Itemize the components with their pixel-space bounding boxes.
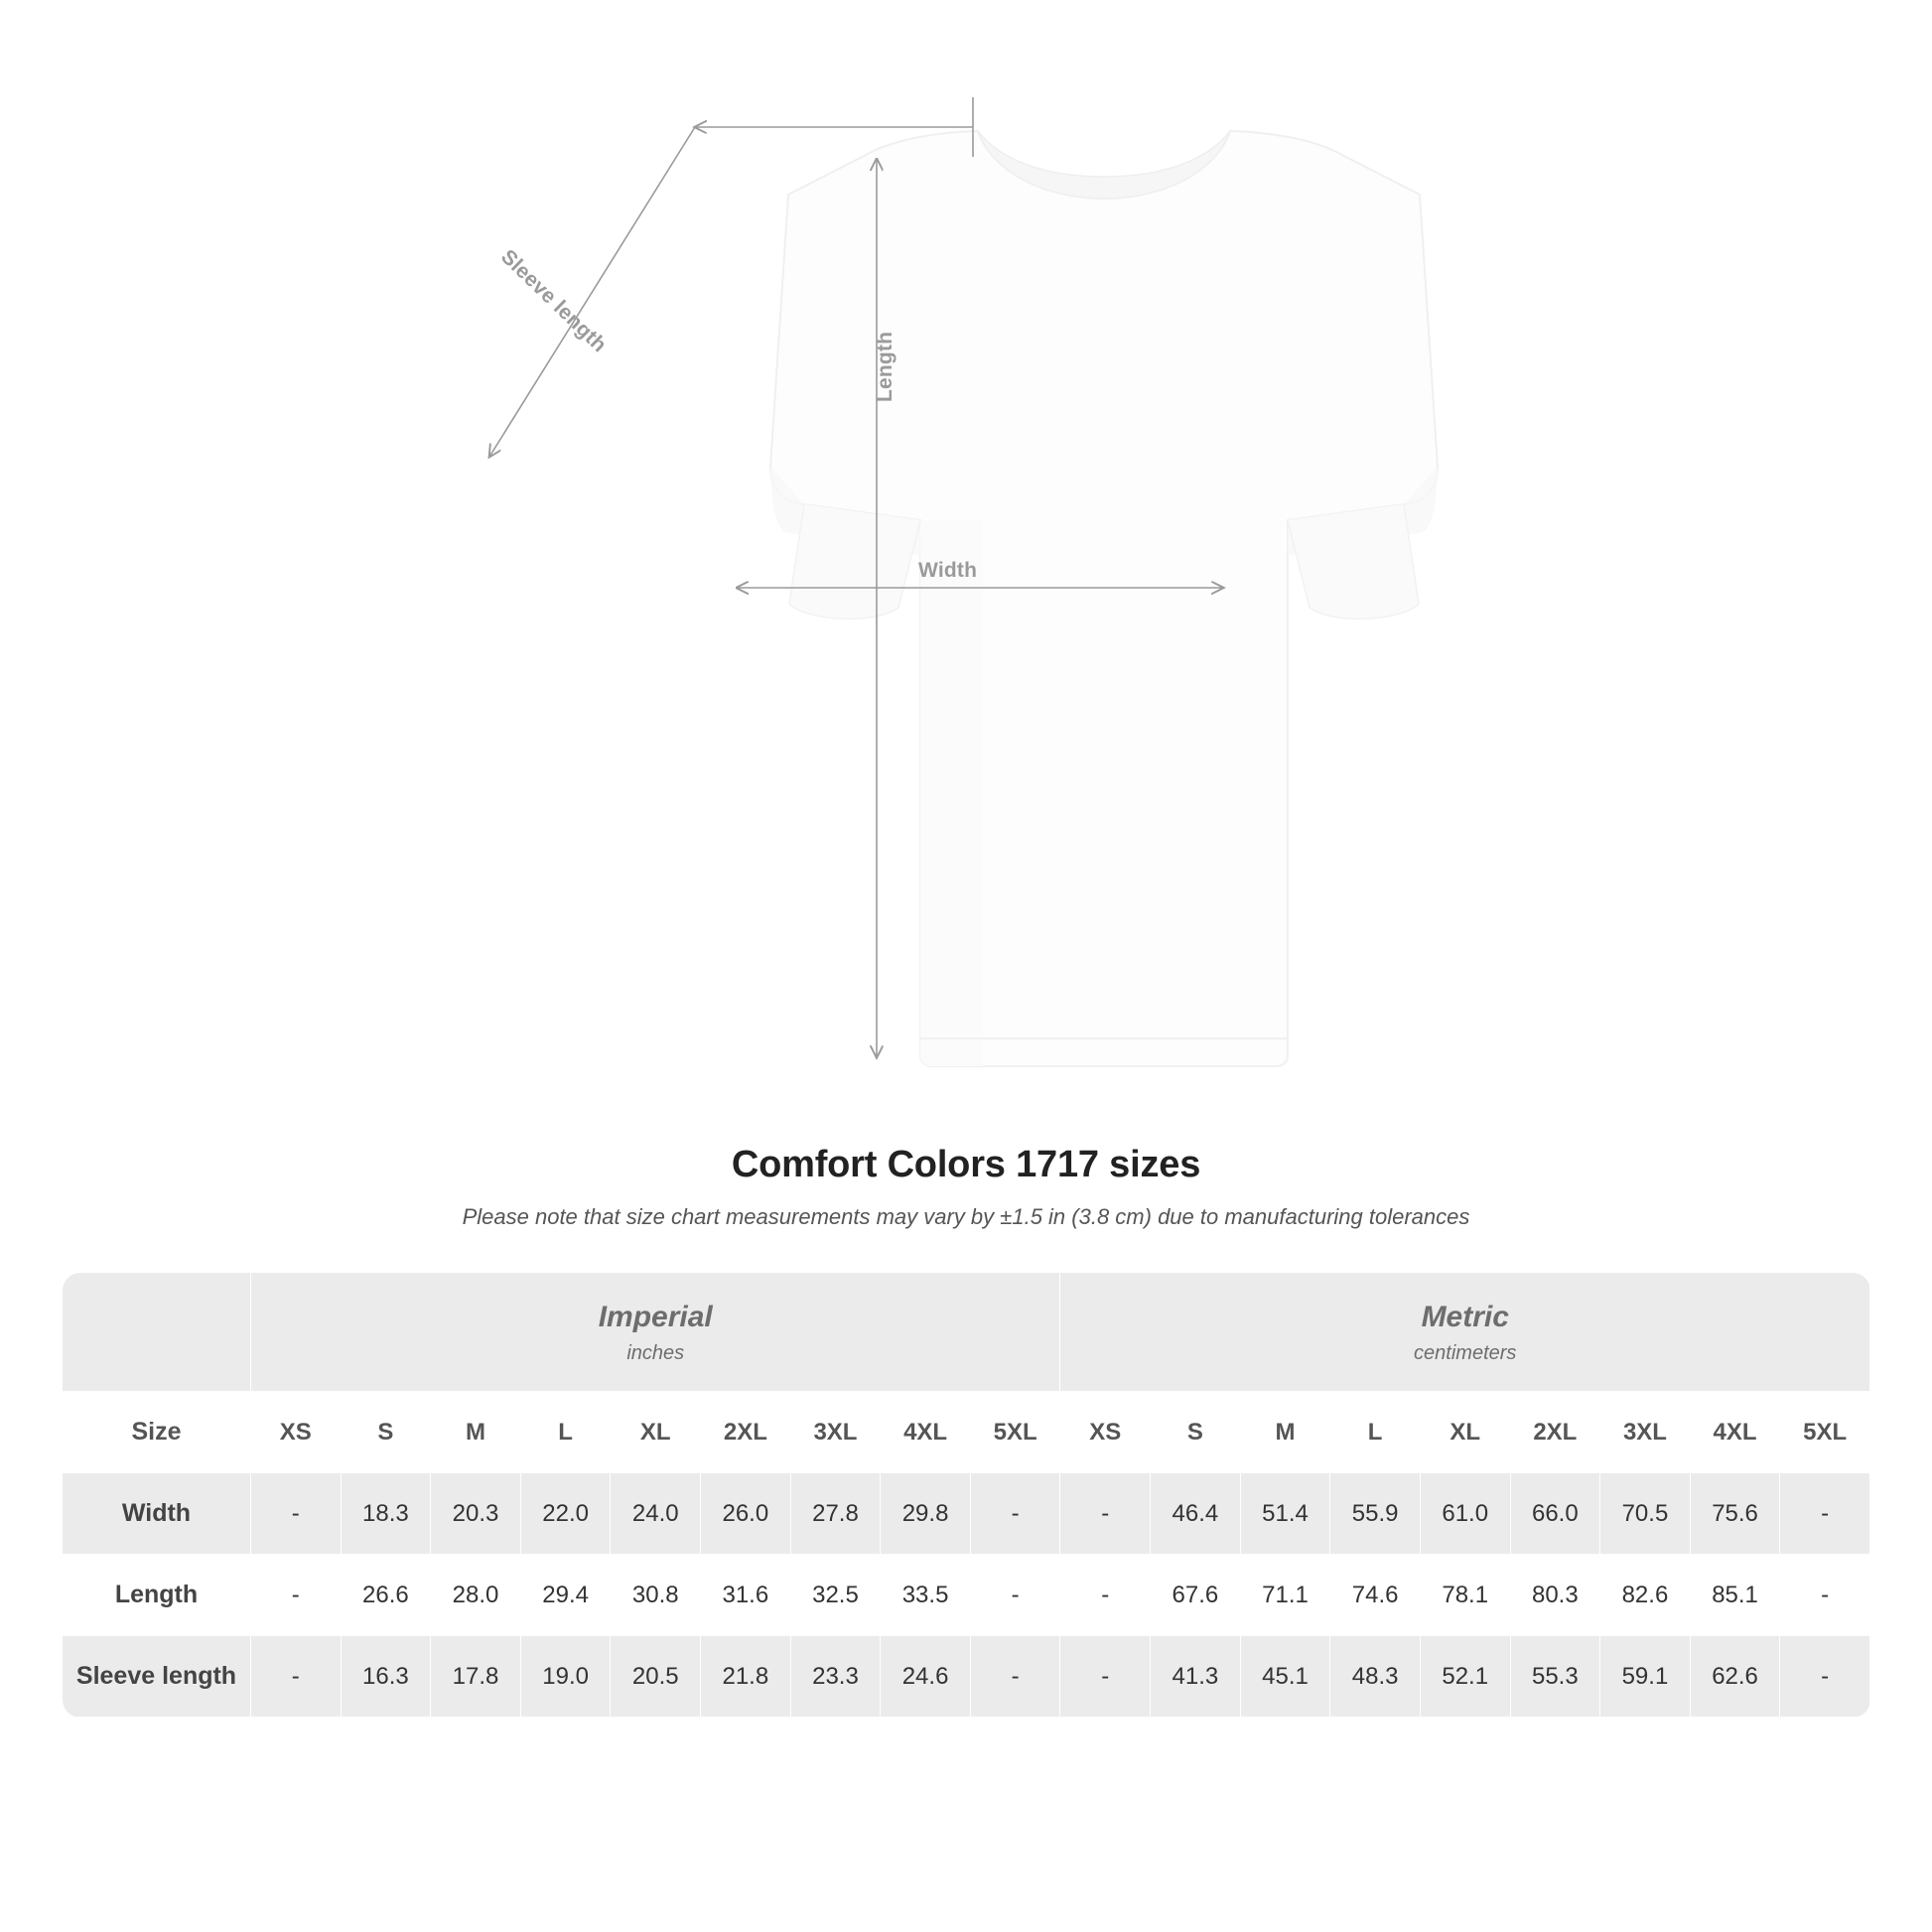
cell: 55.3 xyxy=(1510,1636,1600,1718)
cell: - xyxy=(251,1555,342,1636)
cell: - xyxy=(1060,1473,1151,1555)
cell: - xyxy=(970,1636,1060,1718)
cell: 45.1 xyxy=(1240,1636,1330,1718)
cell: - xyxy=(970,1473,1060,1555)
cell: 46.4 xyxy=(1151,1473,1241,1555)
row-label-width: Width xyxy=(63,1473,251,1555)
size-header-cell: 5XL xyxy=(970,1392,1060,1473)
size-table-wrapper xyxy=(62,1272,1870,1718)
cell: 82.6 xyxy=(1600,1555,1691,1636)
cell: 71.1 xyxy=(1240,1555,1330,1636)
size-header-cell: S xyxy=(1151,1392,1241,1473)
cell: 74.6 xyxy=(1330,1555,1421,1636)
cell: 55.9 xyxy=(1330,1473,1421,1555)
cell: - xyxy=(1060,1636,1151,1718)
row-label-length: Length xyxy=(63,1555,251,1636)
cell: 31.6 xyxy=(701,1555,791,1636)
unit-group-metric xyxy=(1060,1273,1870,1392)
size-header-cell: L xyxy=(520,1392,611,1473)
cell: 48.3 xyxy=(1330,1636,1421,1718)
cell: 62.6 xyxy=(1690,1636,1780,1718)
cell: 85.1 xyxy=(1690,1555,1780,1636)
size-header-cell: 2XL xyxy=(1510,1392,1600,1473)
cell: 80.3 xyxy=(1510,1555,1600,1636)
cell: 33.5 xyxy=(881,1555,971,1636)
size-header-cell: M xyxy=(431,1392,521,1473)
size-header-cell: S xyxy=(341,1392,431,1473)
size-header-cell: 3XL xyxy=(790,1392,881,1473)
size-header-cell: 4XL xyxy=(1690,1392,1780,1473)
cell: 51.4 xyxy=(1240,1473,1330,1555)
size-header-cell: L xyxy=(1330,1392,1421,1473)
page-title: Comfort Colors 1717 sizes xyxy=(731,1144,1201,1185)
cell: 20.3 xyxy=(431,1473,521,1555)
size-header-cell: XL xyxy=(1420,1392,1510,1473)
unit-group-metric-name: Metric xyxy=(1421,1301,1509,1333)
unit-group-metric-sub: centimeters xyxy=(1414,1342,1517,1364)
chart-title-block xyxy=(0,1144,1932,1230)
size-header-cell: 4XL xyxy=(881,1392,971,1473)
cell: 59.1 xyxy=(1600,1636,1691,1718)
size-header-cell: 3XL xyxy=(1600,1392,1691,1473)
unit-header-spacer xyxy=(63,1273,251,1392)
cell: 67.6 xyxy=(1151,1555,1241,1636)
cell: 66.0 xyxy=(1510,1473,1600,1555)
cell: 24.0 xyxy=(611,1473,701,1555)
cell: 70.5 xyxy=(1600,1473,1691,1555)
length-dimension-label: Length xyxy=(874,331,897,402)
size-header-cell: 5XL xyxy=(1780,1392,1870,1473)
width-dimension-label: Width xyxy=(918,559,978,582)
row-label-sleeve-length: Sleeve length xyxy=(63,1636,251,1718)
cell: 23.3 xyxy=(790,1636,881,1718)
unit-header-row xyxy=(63,1273,1870,1392)
size-header-cell: XS xyxy=(1060,1392,1151,1473)
unit-group-imperial xyxy=(251,1273,1060,1392)
cell: - xyxy=(1780,1473,1870,1555)
cell: 26.6 xyxy=(341,1555,431,1636)
cell: 16.3 xyxy=(341,1636,431,1718)
unit-group-imperial-sub: inches xyxy=(626,1342,685,1364)
cell: 17.8 xyxy=(431,1636,521,1718)
cell: 24.6 xyxy=(881,1636,971,1718)
size-header-cell: XL xyxy=(611,1392,701,1473)
cell: 28.0 xyxy=(431,1555,521,1636)
table-row xyxy=(63,1636,1870,1718)
cell: 29.4 xyxy=(520,1555,611,1636)
size-header-cell: XS xyxy=(251,1392,342,1473)
cell: 41.3 xyxy=(1151,1636,1241,1718)
table-row xyxy=(63,1555,1870,1636)
cell: 32.5 xyxy=(790,1555,881,1636)
cell: 75.6 xyxy=(1690,1473,1780,1555)
cell: 22.0 xyxy=(520,1473,611,1555)
cell: 18.3 xyxy=(341,1473,431,1555)
unit-group-imperial-name: Imperial xyxy=(598,1301,713,1333)
cell: 19.0 xyxy=(520,1636,611,1718)
cell: - xyxy=(1780,1555,1870,1636)
tolerance-note: Please note that size chart measurements may vary by ±1.5 in (3.8 cm) due to manufacturing tolerances xyxy=(462,1204,1470,1229)
cell: - xyxy=(970,1555,1060,1636)
cell: - xyxy=(251,1473,342,1555)
cell: - xyxy=(1780,1636,1870,1718)
size-table xyxy=(62,1272,1870,1718)
size-header-cell: 2XL xyxy=(701,1392,791,1473)
cell: 30.8 xyxy=(611,1555,701,1636)
cell: 61.0 xyxy=(1420,1473,1510,1555)
table-row xyxy=(63,1473,1870,1555)
sleeve-length-dimension-label: Sleeve length xyxy=(496,245,612,357)
cell: - xyxy=(251,1636,342,1718)
tshirt-shape xyxy=(770,131,1438,1066)
cell: 26.0 xyxy=(701,1473,791,1555)
size-header-cell: M xyxy=(1240,1392,1330,1473)
size-header-label: Size xyxy=(63,1392,251,1473)
cell: 21.8 xyxy=(701,1636,791,1718)
cell: 78.1 xyxy=(1420,1555,1510,1636)
cell: 27.8 xyxy=(790,1473,881,1555)
cell: 52.1 xyxy=(1420,1636,1510,1718)
cell: 20.5 xyxy=(611,1636,701,1718)
size-header-row xyxy=(63,1392,1870,1473)
cell: - xyxy=(1060,1555,1151,1636)
cell: 29.8 xyxy=(881,1473,971,1555)
